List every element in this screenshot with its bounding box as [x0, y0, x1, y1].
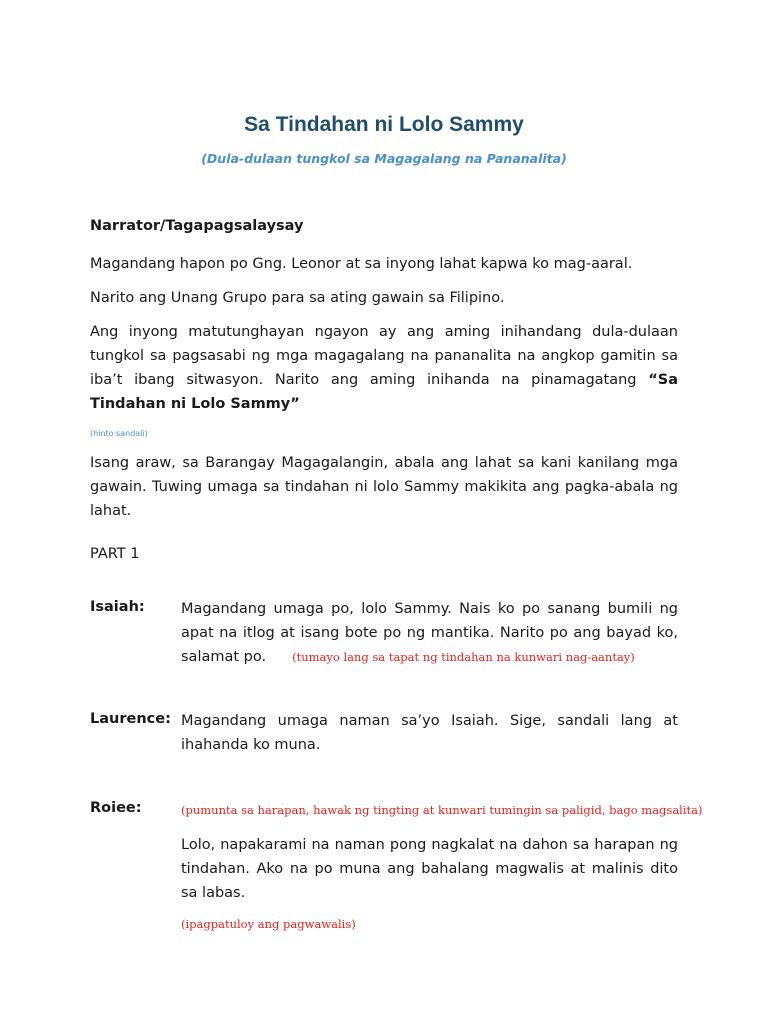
speaker-name: Laurence: — [90, 711, 171, 727]
stage-direction: (ipagpatuloy ang pagwawalis) — [181, 917, 356, 931]
intro-paragraph: Narito ang Unang Grupo para sa ating gawain sa Filipino. — [90, 290, 505, 306]
stage-direction: (pumunta sa harapan, hawak ng tingting at kunwari tumingin sa paligid, bago magsalita) — [181, 803, 703, 817]
dialogue-line — [181, 597, 678, 669]
play-title-bold: “Sa Tindahan ni Lolo Sammy” — [90, 372, 678, 412]
theme-paragraph-text: Ang inyong matutunghayan ngayon ay ang aming inihandang dula-dulaan tungkol sa pagsasabi ng mga magagalang na pananalita na angkop gamitin sa iba’t ibang sitwasyon. Narito ang aming inihanda na pinamagatang — [90, 324, 678, 388]
pause-note: (hinto sandali) — [90, 429, 148, 438]
page-title: Sa Tindahan ni Lolo Sammy — [244, 113, 524, 136]
theme-paragraph — [90, 320, 678, 416]
dialogue-text: Magandang umaga po, lolo Sammy. Nais ko po sanang bumili ng apat na itlog at isang bote po ng mantika. Narito po ang bayad ko, salamat po. — [181, 601, 678, 665]
setting-paragraph: Isang araw, sa Barangay Magagalangin, abala ang lahat sa kani kanilang mga gawain. Tuwing umaga sa tindahan ni lolo Sammy makikita ang pagka-abala ng lahat. — [90, 455, 678, 519]
intro-paragraph: Magandang hapon po Gng. Leonor at sa inyong lahat kapwa ko mag-aaral. — [90, 256, 633, 272]
page-subtitle: (Dula-dulaan tungkol sa Magagalang na Pananalita) — [201, 151, 567, 166]
stage-direction: (tumayo lang sa tapat ng tindahan na kunwari nag-aantay) — [292, 650, 635, 664]
speaker-name: Isaiah: — [90, 599, 145, 615]
narrator-heading: Narrator/Tagapagsalaysay — [90, 218, 304, 234]
speaker-name: Roiee: — [90, 800, 142, 816]
dialogue-line: Lolo, napakarami na naman pong nagkalat na dahon sa harapan ng tindahan. Ako na po muna ang bahalang magwalis at malinis dito sa labas. — [181, 837, 678, 901]
dialogue-line: Magandang umaga naman sa’yo Isaiah. Sige, sandali lang at ihahanda ko muna. — [181, 713, 678, 753]
part-label: PART 1 — [90, 546, 140, 562]
